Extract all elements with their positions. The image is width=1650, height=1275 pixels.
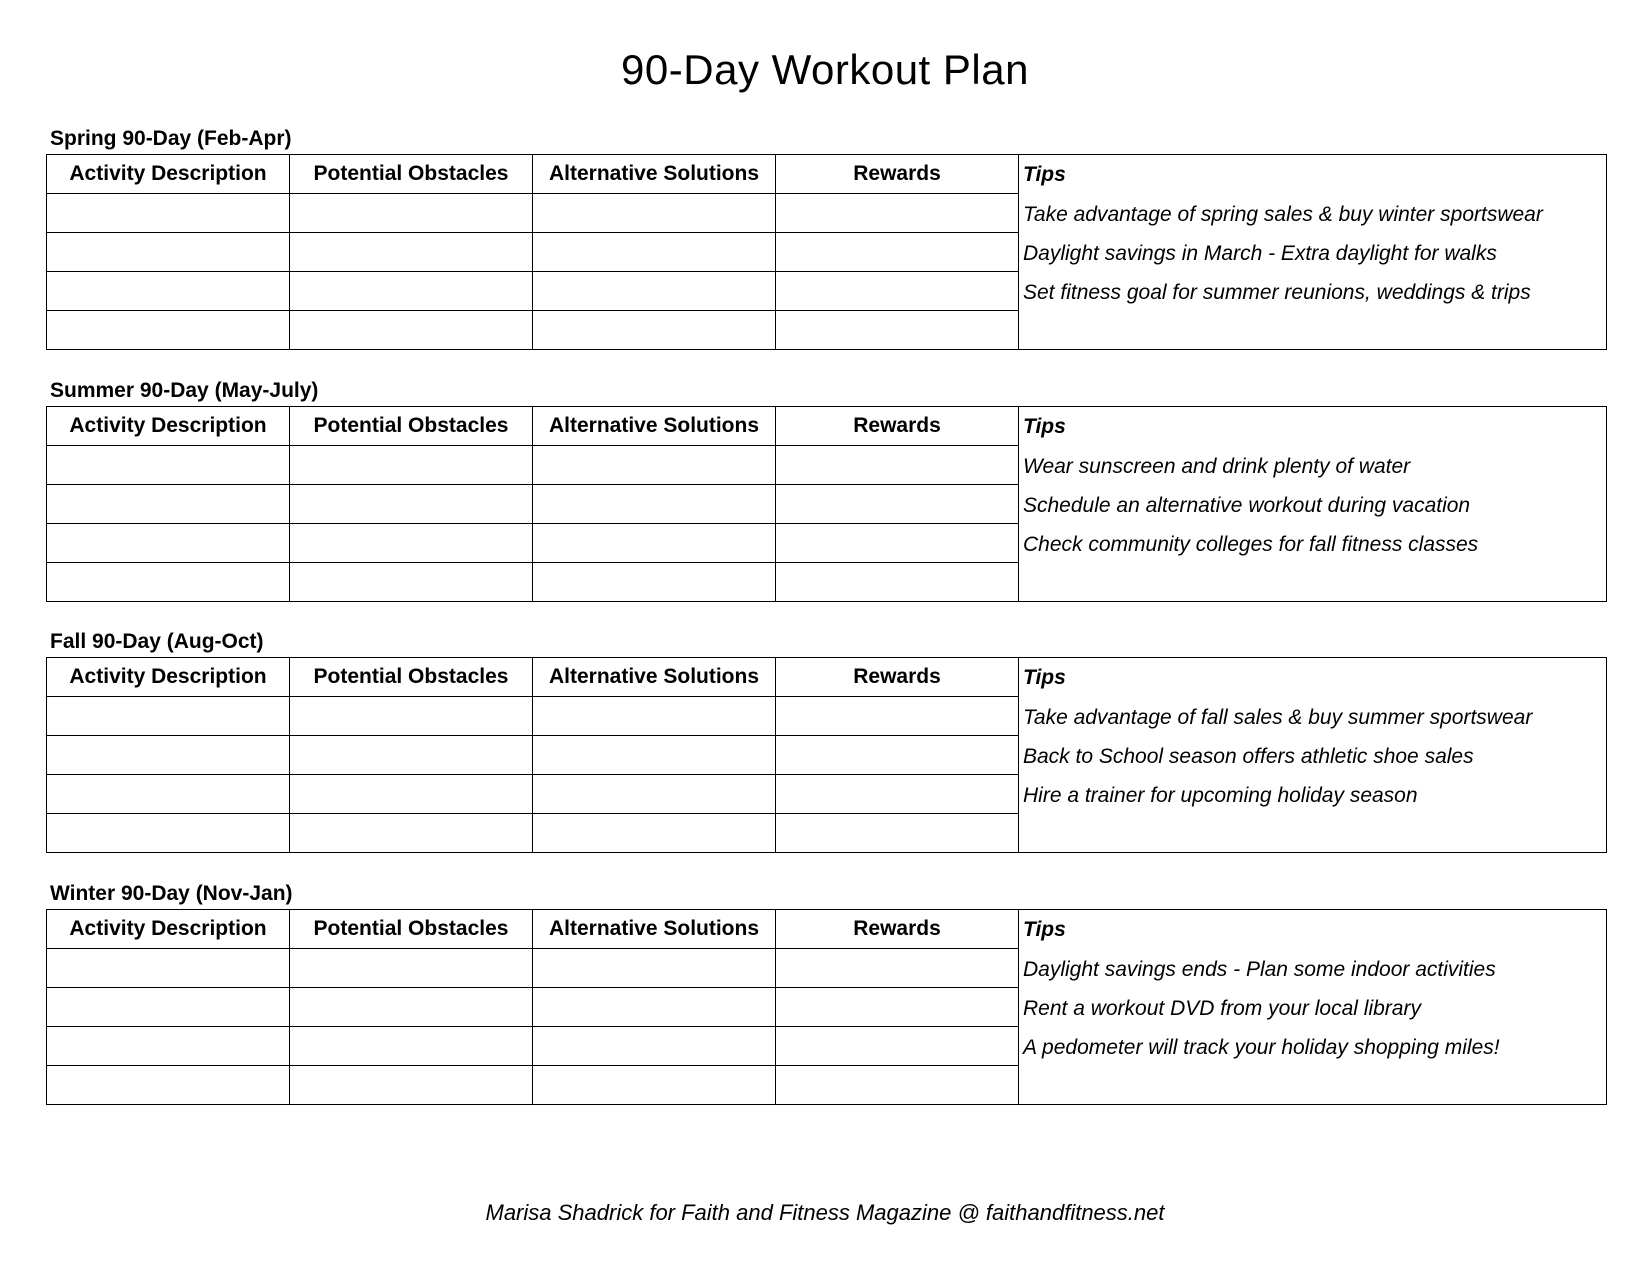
tip-item: Set fitness goal for summer reunions, weddings & trips xyxy=(1023,281,1531,304)
obstacles-cell[interactable] xyxy=(290,311,533,350)
solutions-cell[interactable] xyxy=(533,988,776,1027)
obstacles-cell[interactable] xyxy=(290,563,533,602)
season-title: Summer 90-Day (May-July) xyxy=(50,379,319,402)
rewards-cell[interactable] xyxy=(776,194,1019,233)
column-header-solutions: Alternative Solutions xyxy=(533,407,776,446)
tips-heading: Tips xyxy=(1023,163,1066,186)
activity-cell[interactable] xyxy=(47,524,290,563)
rewards-cell[interactable] xyxy=(776,1066,1019,1105)
activity-cell[interactable] xyxy=(47,736,290,775)
activity-cell[interactable] xyxy=(47,194,290,233)
tips-heading: Tips xyxy=(1023,918,1066,941)
tips-cell xyxy=(1019,155,1607,350)
solutions-cell[interactable] xyxy=(533,775,776,814)
tip-item: Daylight savings in March - Extra daylight for walks xyxy=(1023,242,1497,265)
tip-item: Hire a trainer for upcoming holiday season xyxy=(1023,784,1418,807)
obstacles-cell[interactable] xyxy=(290,949,533,988)
rewards-cell[interactable] xyxy=(776,949,1019,988)
solutions-cell[interactable] xyxy=(533,311,776,350)
tip-item: Take advantage of fall sales & buy summer sportswear xyxy=(1023,706,1533,729)
activity-cell[interactable] xyxy=(47,1066,290,1105)
season-table xyxy=(46,406,1607,602)
column-header-solutions: Alternative Solutions xyxy=(533,658,776,697)
obstacles-cell[interactable] xyxy=(290,1066,533,1105)
tips-cell xyxy=(1019,910,1607,1105)
activity-cell[interactable] xyxy=(47,311,290,350)
solutions-cell[interactable] xyxy=(533,446,776,485)
season-table xyxy=(46,909,1607,1105)
obstacles-cell[interactable] xyxy=(290,194,533,233)
tips-heading: Tips xyxy=(1023,415,1066,438)
obstacles-cell[interactable] xyxy=(290,524,533,563)
column-header-activity: Activity Description xyxy=(47,407,290,446)
season-title: Spring 90-Day (Feb-Apr) xyxy=(50,127,292,150)
solutions-cell[interactable] xyxy=(533,736,776,775)
obstacles-cell[interactable] xyxy=(290,736,533,775)
rewards-cell[interactable] xyxy=(776,485,1019,524)
column-header-rewards: Rewards xyxy=(776,658,1019,697)
rewards-cell[interactable] xyxy=(776,988,1019,1027)
column-header-activity: Activity Description xyxy=(47,155,290,194)
solutions-cell[interactable] xyxy=(533,1066,776,1105)
column-header-rewards: Rewards xyxy=(776,910,1019,949)
rewards-cell[interactable] xyxy=(776,563,1019,602)
activity-cell[interactable] xyxy=(47,446,290,485)
tips-cell xyxy=(1019,407,1607,602)
tip-item: Take advantage of spring sales & buy winter sportswear xyxy=(1023,203,1543,226)
solutions-cell[interactable] xyxy=(533,194,776,233)
solutions-cell[interactable] xyxy=(533,814,776,853)
activity-cell[interactable] xyxy=(47,814,290,853)
activity-cell[interactable] xyxy=(47,485,290,524)
rewards-cell[interactable] xyxy=(776,524,1019,563)
tip-item: Wear sunscreen and drink plenty of water xyxy=(1023,455,1411,478)
column-header-solutions: Alternative Solutions xyxy=(533,155,776,194)
season-section-winter xyxy=(46,879,1606,1105)
footer-credit: Marisa Shadrick for Faith and Fitness Magazine @ faithandfitness.net xyxy=(485,1200,1165,1225)
column-header-rewards: Rewards xyxy=(776,407,1019,446)
season-table xyxy=(46,154,1607,350)
column-header-obstacles: Potential Obstacles xyxy=(290,155,533,194)
tip-item: Daylight savings ends - Plan some indoor activities xyxy=(1023,958,1496,981)
activity-cell[interactable] xyxy=(47,563,290,602)
obstacles-cell[interactable] xyxy=(290,697,533,736)
obstacles-cell[interactable] xyxy=(290,233,533,272)
obstacles-cell[interactable] xyxy=(290,272,533,311)
rewards-cell[interactable] xyxy=(776,311,1019,350)
solutions-cell[interactable] xyxy=(533,697,776,736)
solutions-cell[interactable] xyxy=(533,485,776,524)
season-table xyxy=(46,657,1607,853)
obstacles-cell[interactable] xyxy=(290,814,533,853)
activity-cell[interactable] xyxy=(47,697,290,736)
obstacles-cell[interactable] xyxy=(290,446,533,485)
column-header-rewards: Rewards xyxy=(776,155,1019,194)
tips-cell xyxy=(1019,658,1607,853)
rewards-cell[interactable] xyxy=(776,697,1019,736)
obstacles-cell[interactable] xyxy=(290,485,533,524)
activity-cell[interactable] xyxy=(47,775,290,814)
season-section-spring xyxy=(46,124,1606,350)
rewards-cell[interactable] xyxy=(776,775,1019,814)
season-section-fall xyxy=(46,627,1606,853)
activity-cell[interactable] xyxy=(47,949,290,988)
tip-item: A pedometer will track your holiday shopping miles! xyxy=(1023,1036,1500,1059)
season-section-summer xyxy=(46,376,1606,602)
rewards-cell[interactable] xyxy=(776,814,1019,853)
tip-item: Back to School season offers athletic shoe sales xyxy=(1023,745,1474,768)
rewards-cell[interactable] xyxy=(776,272,1019,311)
rewards-cell[interactable] xyxy=(776,1027,1019,1066)
rewards-cell[interactable] xyxy=(776,446,1019,485)
obstacles-cell[interactable] xyxy=(290,775,533,814)
activity-cell[interactable] xyxy=(47,233,290,272)
solutions-cell[interactable] xyxy=(533,233,776,272)
solutions-cell[interactable] xyxy=(533,949,776,988)
column-header-obstacles: Potential Obstacles xyxy=(290,910,533,949)
column-header-solutions: Alternative Solutions xyxy=(533,910,776,949)
solutions-cell[interactable] xyxy=(533,563,776,602)
tip-item: Rent a workout DVD from your local library xyxy=(1023,997,1421,1020)
activity-cell[interactable] xyxy=(47,988,290,1027)
column-header-obstacles: Potential Obstacles xyxy=(290,407,533,446)
solutions-cell[interactable] xyxy=(533,1027,776,1066)
rewards-cell[interactable] xyxy=(776,736,1019,775)
activity-cell[interactable] xyxy=(47,1027,290,1066)
season-title: Fall 90-Day (Aug-Oct) xyxy=(50,630,264,653)
season-title: Winter 90-Day (Nov-Jan) xyxy=(50,882,293,905)
obstacles-cell[interactable] xyxy=(290,988,533,1027)
rewards-cell[interactable] xyxy=(776,233,1019,272)
column-header-obstacles: Potential Obstacles xyxy=(290,658,533,697)
column-header-activity: Activity Description xyxy=(47,658,290,697)
column-header-activity: Activity Description xyxy=(47,910,290,949)
solutions-cell[interactable] xyxy=(533,524,776,563)
obstacles-cell[interactable] xyxy=(290,1027,533,1066)
tip-item: Check community colleges for fall fitness classes xyxy=(1023,533,1479,556)
page-title: 90-Day Workout Plan xyxy=(621,46,1029,93)
solutions-cell[interactable] xyxy=(533,272,776,311)
tip-item: Schedule an alternative workout during vacation xyxy=(1023,494,1471,517)
activity-cell[interactable] xyxy=(47,272,290,311)
tips-heading: Tips xyxy=(1023,666,1066,689)
